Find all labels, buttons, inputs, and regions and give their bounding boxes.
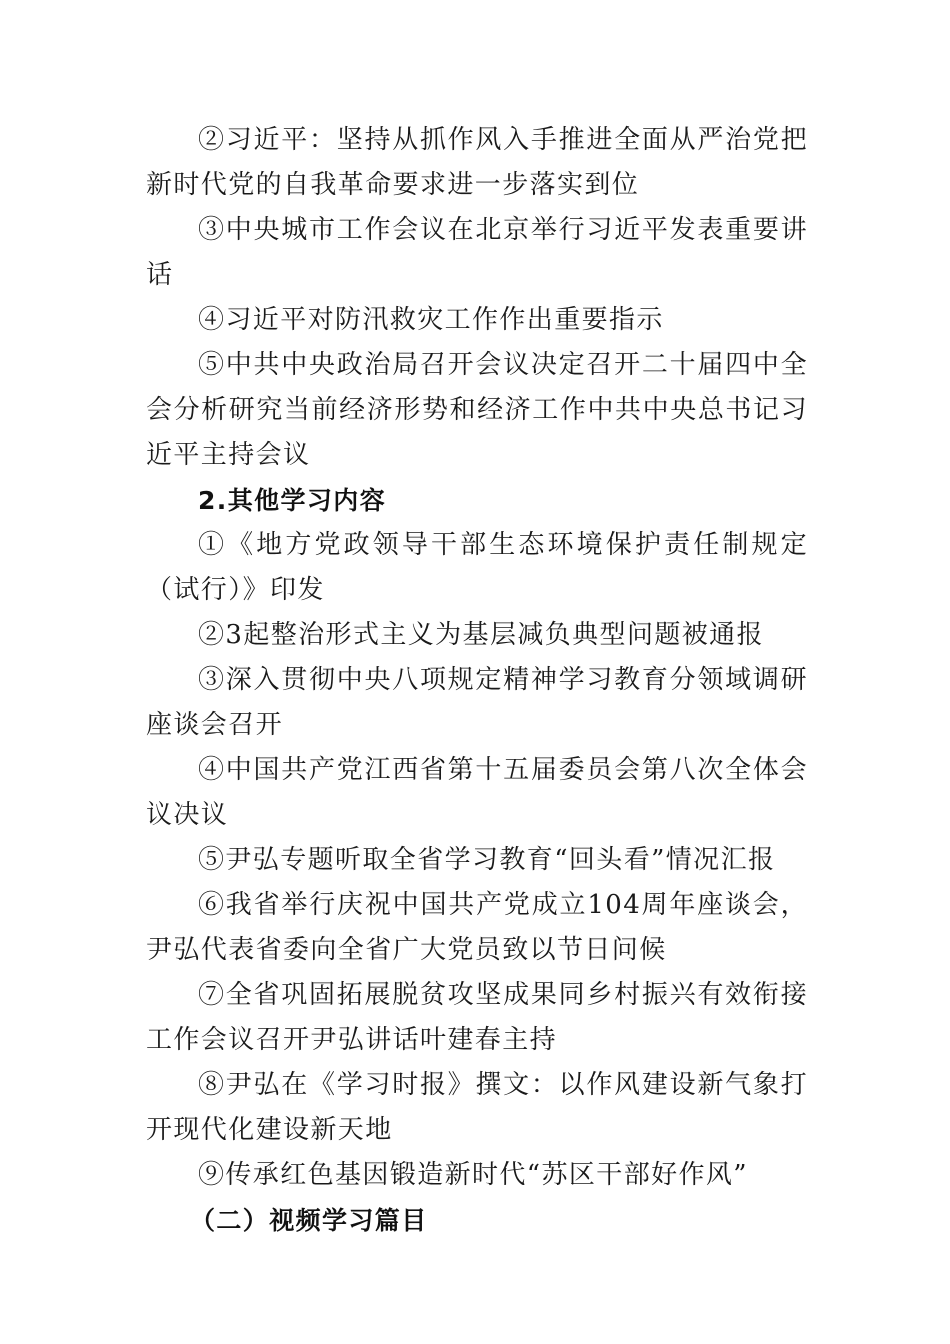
item-paragraph: ⑨传承红色基因锻造新时代“苏区干部好作风” [198, 1160, 748, 1190]
item-paragraph: ②习近平：坚持从抓作风入手推进全面从严治党把新时代党的自我革命要求进一步落实到位 [146, 125, 808, 200]
item-paragraph: ⑤尹弘专题听取全省学习教育“回头看”情况汇报 [198, 845, 776, 875]
item-paragraph: ⑥我省举行庆祝中国共产党成立104周年座谈会，尹弘代表省委向全省广大党员致以节日问候 [146, 890, 808, 965]
item-paragraph: ③中央城市工作会议在北京举行习近平发表重要讲话 [146, 215, 808, 290]
item-paragraph: ①《地方党政领导干部生态环境保护责任制规定（试行）》印发 [146, 530, 808, 605]
section-heading: 2.其他学习内容 [198, 486, 387, 515]
item-paragraph: ④中国共产党江西省第十五届委员会第八次全体会议决议 [146, 755, 808, 830]
item-paragraph: ⑦全省巩固拓展脱贫攻坚成果同乡村振兴有效衔接工作会议召开尹弘讲话叶建春主持 [146, 980, 808, 1055]
item-paragraph: ⑧尹弘在《学习时报》撰文：以作风建设新气象打开现代化建设新天地 [146, 1070, 808, 1145]
item-paragraph: ⑤中共中央政治局召开会议决定召开二十届四中全会分析研究当前经济形势和经济工作中共中央总书记习近平主持会议 [146, 350, 808, 470]
item-paragraph: ③深入贯彻中央八项规定精神学习教育分领域调研座谈会召开 [146, 665, 808, 740]
document-body [146, 118, 808, 1243]
subsection-heading: （二）视频学习篇目 [190, 1206, 428, 1235]
item-paragraph: ②3起整治形式主义为基层减负典型问题被通报 [198, 620, 764, 650]
item-paragraph: ④习近平对防汛救灾工作作出重要指示 [198, 305, 664, 335]
